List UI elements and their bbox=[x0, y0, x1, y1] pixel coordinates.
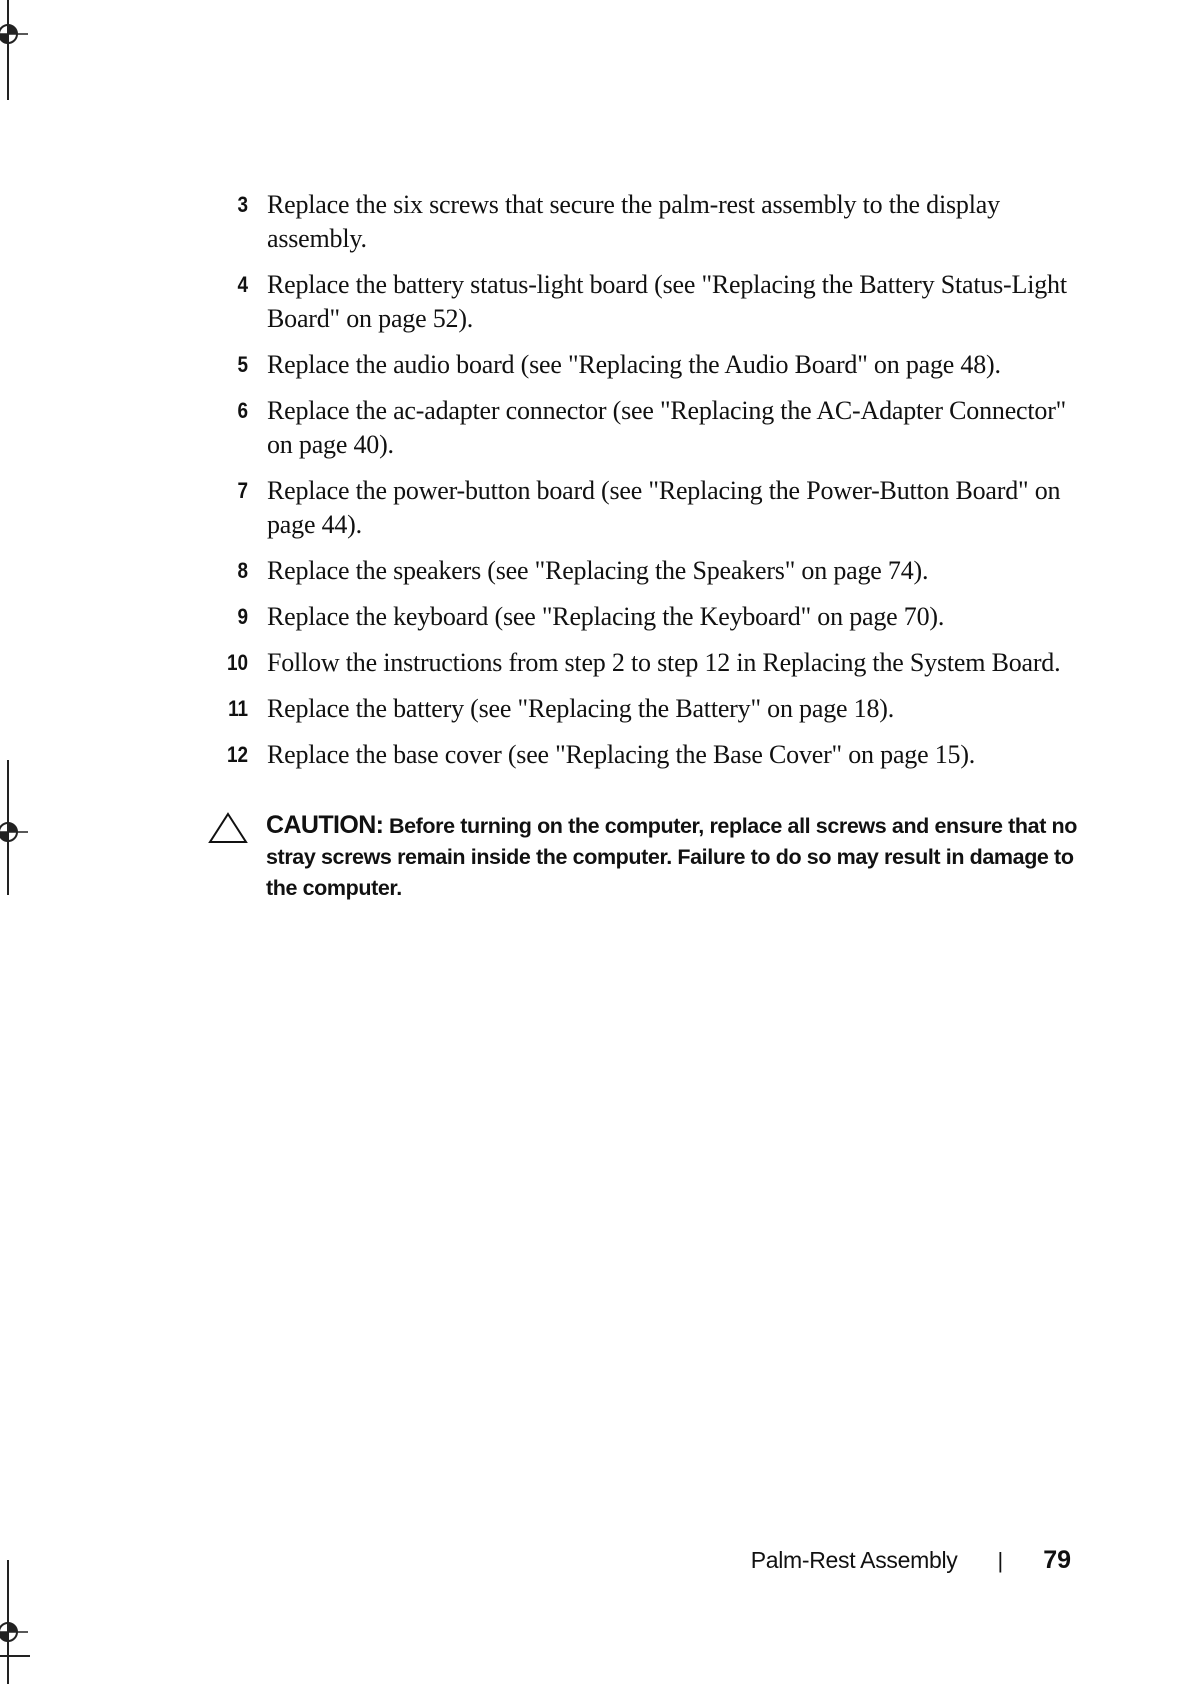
caution-label: CAUTION: bbox=[266, 811, 384, 839]
page-number: 79 bbox=[1043, 1546, 1071, 1574]
step-number: 7 bbox=[237, 478, 249, 503]
step-text: Replace the keyboard (see "Replacing the Keyboard" on page 70). bbox=[267, 602, 945, 631]
step-number: 10 bbox=[227, 650, 249, 675]
step-text: Replace the speakers (see "Replacing the Speakers" on page 74). bbox=[267, 556, 929, 585]
footer-separator: | bbox=[997, 1547, 1004, 1573]
procedure-step bbox=[200, 348, 1080, 382]
step-text: Replace the base cover (see "Replacing the Base Cover" on page 15). bbox=[267, 740, 976, 769]
caution-message: Before turning on the computer, replace all screws and ensure that no stray screws remain inside the computer. Failure to do so may result in damage to the computer. bbox=[266, 814, 1078, 900]
footer-section-title: Palm-Rest Assembly bbox=[750, 1547, 958, 1573]
step-text: Replace the battery status-light board (see "Replacing the Battery Status-Light Board" on page 52). bbox=[267, 270, 1067, 333]
step-number: 5 bbox=[237, 352, 249, 377]
caution-text-block bbox=[266, 810, 1078, 904]
step-text: Follow the instructions from step 2 to step 12 in Replacing the System Board. bbox=[267, 648, 1061, 677]
procedure-step bbox=[200, 646, 1080, 680]
step-text: Replace the battery (see "Replacing the Battery" on page 18). bbox=[267, 694, 894, 723]
page-footer bbox=[751, 1546, 1071, 1575]
step-text: Replace the audio board (see "Replacing the Audio Board" on page 48). bbox=[267, 350, 1001, 379]
step-number: 4 bbox=[237, 272, 249, 297]
step-number: 8 bbox=[237, 558, 249, 583]
step-text: Replace the power-button board (see "Replacing the Power-Button Board" on page 44). bbox=[267, 476, 1061, 539]
procedure-step bbox=[200, 394, 1080, 462]
step-number: 6 bbox=[237, 398, 249, 423]
procedure-step bbox=[200, 188, 1080, 256]
registration-mark-bottom-icon bbox=[0, 1612, 28, 1652]
procedure-step bbox=[200, 600, 1080, 634]
registration-mark-bottom-hline bbox=[0, 1655, 30, 1657]
procedure-step bbox=[200, 738, 1080, 772]
caution-notice bbox=[208, 810, 1078, 904]
registration-mark-middle-icon bbox=[0, 812, 28, 852]
procedure-step bbox=[200, 554, 1080, 588]
procedure-step bbox=[200, 268, 1080, 336]
procedure-step bbox=[200, 474, 1080, 542]
registration-mark-top-icon bbox=[0, 14, 28, 54]
step-number: 11 bbox=[228, 696, 249, 721]
step-number: 3 bbox=[237, 192, 249, 217]
step-text: Replace the ac-adapter connector (see "Replacing the AC-Adapter Connector" on page 40). bbox=[267, 396, 1067, 459]
step-text: Replace the six screws that secure the palm-rest assembly to the display assembly. bbox=[267, 190, 1000, 253]
procedure-steps-list bbox=[200, 188, 1080, 784]
caution-triangle-icon bbox=[208, 812, 248, 844]
step-number: 12 bbox=[227, 742, 249, 767]
step-number: 9 bbox=[237, 604, 249, 629]
procedure-step bbox=[200, 692, 1080, 726]
